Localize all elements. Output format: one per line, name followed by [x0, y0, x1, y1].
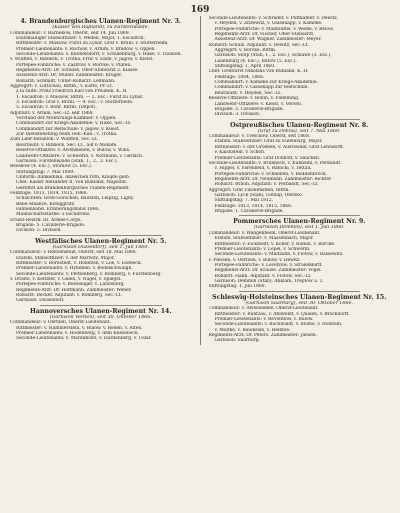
text-line: v. Heyden, v. Zitzewitz, v. Glasenapp, v. Kameke. [214, 21, 323, 27]
regiment-section [209, 119, 391, 215]
columns [10, 16, 390, 345]
text-line: Etatsmäßiger Stabsoffizier: v. Wedell, Major, 1. Escadron. [16, 35, 145, 41]
text-line: Commandeur: v. Barnekow, Oberst, seit 14. Juli 1869. [10, 30, 130, 36]
text-line: Portepee-Fähnriche: v. Levetzow, v. Stralendorff. [214, 262, 323, 268]
regiment-section [209, 291, 391, 344]
text-line: Landwehr-Offiziere: v. Schwerin, v. Normann, v. Gerlach. [16, 153, 144, 159]
text-line: Regiments-Arzt: Dr. Krause. Zahlmeister: Vogel. [214, 268, 322, 274]
text-line: v. Moltke, v. Baudissin, v. Heintze. [214, 327, 291, 333]
text-line: Roßarzt: Schulz. Adjutant: v. Dewitz, Sec.-Lt. [208, 42, 309, 48]
text-line: Commandeur: v. Reitzenstein, Oberst, seit 18. Mai 1866. [10, 250, 137, 256]
text-line: Commandirt zur Reitschule: v. Jagow, v. Kleist. [16, 126, 120, 132]
text-line: Division: 3. Division. [214, 112, 261, 118]
regiment-title: Pommersches Ulanen-Regiment Nr. 9. [233, 218, 366, 226]
text-line: Roßarzt: Schmidt. Unter-Roßarzt: Lehmann. [16, 78, 116, 84]
regiment-subtitle: (Kaiser von Rußland), zu Fürstenwalde. [52, 25, 150, 30]
text-line: Portepee-Fähnriche: v. Zastrow, v. Borcke, v. Platen. [16, 62, 132, 68]
text-line: Portepee-Fähnriche: v. Schlieben, v. Buddenbrock. [214, 171, 327, 177]
text-line: Lauenburg (4. Esc.), Bütow (5. Esc.). [214, 58, 297, 64]
text-line: Gestiftet als Brandenburgisches Ulanen-Regiment. [16, 185, 130, 191]
text-line: Ersatz-Bezirk: III. Armee-Corps. [10, 217, 82, 223]
text-line: Feldzüge: 1864, 1866. [214, 74, 265, 80]
text-line: Adjutant: v. Arnim, Sec.-Lt. seit 1868. [10, 110, 94, 116]
left-column [10, 16, 192, 345]
text-line: Zur Dienstleistung beim Gen.-Kdo.: v. Trotha. [16, 132, 118, 138]
text-line: Roßarzt: Braun. Adjutant: v. Perbandt, Sec.-Lt. [214, 182, 319, 188]
text-line: Garnison: Düsseldorf. [16, 298, 65, 304]
text-line: Stiftungstag: 7. Mai 1812. [214, 198, 274, 204]
text-line: Mannschaftsstärke: 5 Escadrons. [16, 212, 91, 218]
text-line: Aggregirt: Graf Finckenstein, Rittm. [208, 187, 290, 193]
text-line: Premier-Lieutenants: v. Hodenberg, v. dem Knesebeck. [16, 330, 139, 336]
text-line: Aggregirt: v. Lüttichau, Rittm.; v. Katte, Pr.-Lt. [10, 84, 114, 90]
text-line: v. Kalckstein, v. Schön. [214, 150, 266, 156]
text-line: Premier-Lieutenants: v. Lepel, v. Schwerin. [214, 246, 311, 252]
text-line: Feldzüge: 1813, 1814, 1815, 1866. [10, 190, 88, 196]
right-column [209, 16, 391, 345]
text-line: Reserve-Offiziere: v. Bonin, v. Flemming. [208, 96, 300, 102]
text-line: Etatsm. Stabsoffizier: v. Massenbach, Major. [214, 236, 314, 242]
text-line: Beurlaubt: v. Heyden, Sec.-Lt. [214, 90, 282, 96]
text-line: 5. Escadron: v. Rohr, Rittm. (Depot). [16, 105, 97, 111]
text-line: Seconde-Lieutenants: v. Marenholtz, v. Hardenberg, v. Uslar. [16, 336, 152, 342]
text-line: Regiments-Arzt: Dr. Fischer, Ober-Stabsarzt. [214, 32, 315, 38]
text-line: à la suite: Prinz Friedrich Karl von Preußen, K. H. [16, 89, 128, 95]
text-line: Seconde-Lieutenants: v. Brünneck, v. Kunheim, v. Perbandt. [208, 160, 342, 166]
text-line: Regiments-Arzt: Dr. Hoffmann. Zahlmeister: Weber. [16, 287, 132, 293]
text-line: Garnison: Demmin (Stab), Anklam, Treptow a. T. [214, 278, 324, 284]
section-divider [40, 235, 162, 236]
text-line: Premier-Lieutenants: v. Rochow, v. Arnim, v. Bredow, v. Oppen. [16, 46, 156, 52]
text-line: Beurlaubt: v. Ribbeck, Sec.-Lt., auf 6 Monate. [16, 142, 118, 148]
text-line: Stiftungstag: 1. Juli 1860. [208, 284, 266, 290]
text-line: Commandeur: v. Alvensleben, Oberst-Lieutenant. [208, 306, 319, 312]
text-line: Commandeur: v. Oertzen, Oberst-Lieutenant. [10, 320, 111, 326]
section-divider [239, 291, 361, 292]
text-line: Seconde-Lieutenants: v. Schrader, v. Puttkamer, v. Dewitz. [208, 16, 339, 21]
regiment-title: Westfälisches Ulanen-Regiment Nr. 5. [34, 237, 167, 245]
text-line: Roßarzt: Hahn. Adjutant: v. Flotow, Sec.-Lt. [214, 273, 312, 279]
text-line: Portepee-Fähnriche: v. Manteuffel, v. Wedel, v. Below. [214, 26, 334, 32]
text-line: Brigade: 5. Cavallerie-Brigade. [16, 222, 86, 228]
regiment-subtitle: (Garnison Verden), seit 30. Oktober 1866. [49, 314, 152, 320]
text-line: Landwehr-Offiziere: v. Kleist, v. Versen. [214, 101, 303, 107]
text-line: Commandirt: v. Glasenapp zur Reitschule. [214, 85, 309, 91]
text-line: Commandeur: v. Wangenheim, Oberst-Lieutenant. [208, 230, 321, 236]
text-line: v. Plessen, v. Oertzen, v. Bülow, v. Dewitz. [208, 257, 301, 263]
text-line: 3. Escadron: Graf v. Brühl. — 4. Esc.: v. Stutterheim. [16, 100, 134, 106]
text-line: Premier-Lieutenants: Graf Dönhoff, v. Saucken. [214, 155, 321, 161]
text-line: Chef: Großfürst Nikolaus von Rußland, K. H. [208, 69, 309, 75]
regiment-title: Ostpreußisches Ulanen-Regiment Nr. 8. [230, 121, 369, 129]
text-line: Etatsm. Stabsoffizier: Graf zu Eulenburg, Major. [214, 139, 323, 145]
text-line: Stiftungstag: 7. Mai 1809. [16, 169, 75, 175]
text-line: Stiftungstag: 1. April 1860. [214, 64, 276, 70]
text-line: Commandeur: v. Tresckow, Oberst, seit 1868. [208, 134, 311, 140]
text-line: v. Wulffen, v. Ribbeck, v. Trotha, Frhr. v. Ende, v. Jagow, v. Kleist. [10, 57, 154, 63]
regiment-section [209, 215, 391, 289]
text-line: Reserve-Offiziere: v. Alvensleben, v. Bülow, v. Wins. [16, 148, 131, 154]
text-line: Garnison: Saarburg. [214, 338, 261, 344]
text-line: Rittmeister: v. Rantzau, v. Ahlefeldt, v. Qualen, v. Brockdorff. [214, 311, 350, 317]
text-line: Premier-Lieutenants: v. Reventlow, v. Bülow. [214, 316, 314, 322]
text-line: Division: 5. Division. [16, 228, 62, 234]
regiment-section [10, 305, 192, 342]
text-line: Portepee-Fähnriche: v. Boeselager, v. Landsberg. [16, 282, 125, 288]
text-line: Fahnenband: Erinnerungsband 1866. [16, 206, 100, 212]
text-line: v. Hippel, v. Farenheid, v. Batocki, v. Tettau. [214, 166, 312, 172]
text-line: Feldzüge: 1813, 1814, 1815, 1866. [214, 203, 293, 209]
text-line: Commandirt: v. Kameke zur Kriegs-Akademie. [214, 80, 318, 86]
text-line: Rittmeister: v. der Groeben, v. Auerswald, Graf Lehndorff. [214, 144, 344, 150]
text-line: Assistenz-Arzt: Dr. Müller. Zahlmeister: Krüger. [16, 73, 123, 79]
regiment-section [209, 16, 391, 118]
regiment-title: 4. Brandenburgisches Ulanen-Regiment Nr. 3. [20, 18, 182, 25]
text-line: v. Droste, v. Ketteler, v. Galen, v. Nagel, v. Spiegel. [10, 276, 122, 282]
text-line: Brigade: 3. Cavallerie-Brigade. [214, 106, 284, 112]
text-line: Premier-Lieutenants: v. Hymmen, v. Bodelschwingh. [16, 266, 133, 272]
text-line: Vorstand der Montirungs-Kammer: v. Oppen. [16, 116, 117, 122]
text-line: Roßarzt: Becker. Adjutant: v. Romberg, Sec.-Lt. [16, 293, 122, 298]
text-line: Seconde-Lieutenants: v. Maltzahn, v. Flotow, v. Bassewitz. [214, 252, 344, 258]
section-divider [239, 215, 361, 216]
regiment-title: Schleswig-Holsteinsches Ulanen-Regiment Nr. 15. [212, 293, 387, 301]
text-line: Brigade: 1. Cavallerie-Brigade. [214, 208, 284, 214]
regiment-section [10, 18, 192, 234]
text-line: Seconde-Lieutenants: v. Knobelsdorff, v. Schulenburg, v. Hake, v. Thümen. [16, 51, 182, 57]
regiment-subtitle: (Garnison Saarburg), seit 30. Oktober 1866. [245, 300, 354, 306]
text-line: Beeskow (4. Esc.), Storkow (5. Esc.). [10, 164, 93, 170]
text-line: Zum Lehr-Bataillon: v. Wulffen, Sec.-Lt. [10, 137, 99, 143]
text-line: Rittmeister: v. Bornstedt, v. Holleben, v. Loë, v. Esebeck. [16, 260, 142, 266]
text-line: Seconde-Lieutenants: v. Buchwaldt, v. Blome, v. Holstein. [214, 322, 343, 328]
text-line: Chef: Kaiser Alexander II. von Rußland, Majestät. [16, 180, 128, 186]
text-line: Garnison: Fürstenwalde (Stab, 1., 2., 3. Esc.). [16, 158, 118, 164]
text-line: Assistenz-Arzt: Dr. Wagner. Zahlmeister: Meyer. [214, 37, 322, 43]
text-line: Uniform: dunkelblau, Abzeichen roth, Knöpfe gelb. [16, 174, 131, 180]
regiment-subtitle: (Graf zu Dohna), seit 7. Mai 1860. [257, 128, 341, 134]
text-line: Rittmeister: v. Hammerstein, v. Bülow, v. Reden, v. Alten. [16, 325, 143, 331]
section-divider [40, 305, 162, 306]
text-line: Seconde-Lieutenants: v. Plettenberg, v. Romberg, v. Fürstenberg. [16, 271, 162, 277]
text-line: Rittmeister: v. Massow, Fürst zu Lynar, Graf v. Brühl, v. Stutterheim. [16, 41, 169, 47]
text-line: Aggregirt: v. Borcke, Rittm. [214, 48, 277, 54]
regiment-section [10, 235, 192, 304]
column-divider [200, 16, 201, 345]
regiment-subtitle: (Garnison Düsseldorf), seit 1. Juli 1860. [52, 244, 149, 250]
text-line: Garnison: Lyck (Stab), Goldap, Oletzko. [214, 192, 303, 198]
text-line: Regiments-Arzt: Dr. Peters. Zahlmeister: Jansen. [208, 332, 317, 338]
text-line: Commandirt zur Kriegs-Akademie: v. Hake, Sec.-Lt. [16, 121, 132, 127]
page-number: 169 [190, 5, 210, 15]
text-line: Etatsm. Stabsoffizier: v. der Marwitz, Major. [16, 255, 115, 261]
text-line: Regiments-Arzt: Dr. Neumann. Zahlmeister: Richter. [214, 176, 332, 182]
text-line: Schlachten: Groß-Görschen, Bautzen, Leipzig, Ligny. [16, 196, 134, 202]
regiment-subtitle: (Garnison Demmin), seit 1. Juli 1860. [254, 225, 345, 231]
text-line: Rittmeister: v. Eickstedt, v. Köller, v. Ramin, v. Borcke. [214, 241, 336, 247]
section-divider [239, 119, 361, 120]
text-line: Regiments-Arzt: Dr. Schulze, Ober-Stabsarzt 2. Klasse. [16, 68, 139, 73]
text-line: 1. Escadron: v. Massow, Rittm. — 2. Esc.: Fürst zu Lynar. [16, 94, 144, 100]
text-line: Garnison: Stolp (Stab, 1., 2. Esc.), Schlawe (3. Esc.). [214, 53, 332, 59]
regiment-title: Hannoversches Ulanen-Regiment Nr. 14. [29, 307, 172, 315]
text-line: Belle-Alliance, Königgrätz. [16, 201, 76, 207]
